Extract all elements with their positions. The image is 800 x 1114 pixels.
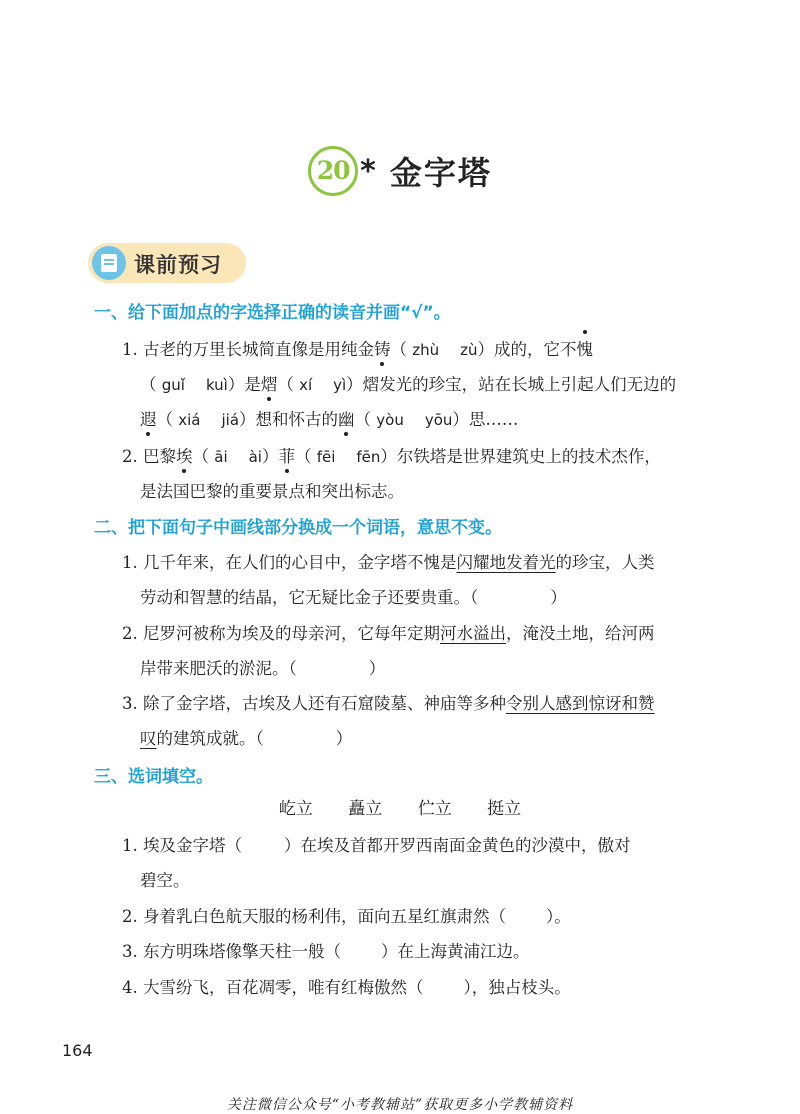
lesson-number-badge: 20 [308, 146, 358, 196]
optional-lesson-star: * [360, 153, 376, 189]
pinyin-option[interactable]: fēi [316, 448, 336, 466]
q3-item4-line1: 4. 大雪纷飞，百花凋零，唯有红梅傲然（ ），独占枝头。 [122, 978, 571, 997]
book-icon [92, 246, 126, 280]
dotted-char: 遐 [140, 406, 157, 430]
dotted-char: 菲 [278, 443, 295, 467]
q2-item1-line1: 1. 几千年来，在人们的心目中，金字塔不愧是闪耀地发着光的珍宝，人类 [122, 553, 655, 572]
underlined-phrase: 令别人感到惊讶和赞 [506, 694, 655, 713]
word-bank [0, 794, 800, 819]
word-option: 伫立 [417, 799, 452, 819]
page-number: 164 [62, 1041, 93, 1060]
q3-item2-line1: 2. 身着乳白色航天服的杨利伟，面向五星红旗肃然（ ）。 [122, 907, 571, 926]
underlined-phrase: 闪耀地发着光 [456, 553, 556, 572]
pinyin-option[interactable]: guǐ [161, 376, 185, 394]
pinyin-option[interactable]: āi [214, 448, 228, 466]
q2-item2-line1: 2. 尼罗河被称为埃及的母亲河，它每年定期河水溢出，淹没土地，给河两 [122, 624, 655, 643]
q3-item1-line1: 1. 埃及金字塔（ ）在埃及首都开罗西南面金黄色的沙漠中，傲对 [122, 836, 631, 855]
lesson-title-text: 金字塔 [389, 154, 492, 192]
dotted-char: 埃 [176, 443, 193, 467]
question-1-heading: 一、给下面加点的字选择正确的读音并画“√”。 [94, 303, 451, 323]
q3-item1-line2: 碧空。 [140, 871, 190, 890]
section-badge-label: 课前预习 [134, 253, 222, 277]
pinyin-option[interactable]: xí [299, 376, 313, 394]
pinyin-option[interactable]: ài [248, 448, 262, 466]
pinyin-option[interactable]: fēn [356, 448, 381, 466]
underlined-phrase: 河水溢出 [440, 624, 506, 643]
lesson-title [0, 146, 800, 202]
pinyin-option[interactable]: yì [333, 376, 347, 394]
word-option: 挺立 [487, 799, 522, 819]
question-2-heading: 二、把下面句子中画线部分换成一个词语，意思不变。 [94, 518, 502, 538]
pinyin-option[interactable]: zhù [412, 341, 440, 359]
q3-item3-line1: 3. 东方明珠塔像擎天柱一般（ ）在上海黄浦江边。 [122, 942, 530, 961]
question-3-heading: 三、选词填空。 [94, 767, 213, 787]
section-badge [88, 243, 246, 283]
q1-item1-line2: （ guǐ kuì）是熠（ xí yì）熠发光的珍宝，站在长城上引起人们无边的 [140, 371, 676, 395]
pinyin-option[interactable]: yòu [376, 411, 404, 429]
q1-item2-line2: 是法国巴黎的重要景点和突出标志。 [140, 482, 404, 501]
dotted-char: 愧 [577, 336, 594, 360]
underlined-phrase: 叹 [140, 729, 157, 748]
pinyin-option[interactable]: jiá [221, 411, 240, 429]
dotted-char: 熠 [261, 371, 278, 395]
q2-item3-line1: 3. 除了金字塔，古埃及人还有石窟陵墓、神庙等多种令别人感到惊讶和赞 [122, 694, 655, 713]
pinyin-option[interactable]: kuì [205, 376, 228, 394]
dotted-char: 幽 [338, 406, 355, 430]
q2-item3-line2: 叹的建筑成就。（ ） [140, 729, 353, 748]
word-option: 屹立 [278, 799, 313, 819]
pinyin-option[interactable]: yōu [424, 411, 453, 429]
footer-note: 关注微信公众号“小考教辅站”获取更多小学教辅资料 [226, 1097, 574, 1113]
q2-item1-line2: 劳动和智慧的结晶，它无疑比金子还要贵重。（ ） [140, 588, 567, 607]
q1-item1-line3: 遐（ xiá jiá）想和怀古的幽（ yòu yōu）思…… [140, 406, 518, 430]
dotted-char: 铸 [374, 336, 391, 360]
q1-item1-line1: 1. 古老的万里长城简直像是用纯金铸（ zhù zù）成的，它不愧 [122, 336, 593, 360]
pinyin-option[interactable]: xiá [178, 411, 201, 429]
q2-item2-line2: 岸带来肥沃的淤泥。（ ） [140, 659, 386, 678]
word-option: 矗立 [348, 799, 383, 819]
pinyin-option[interactable]: zù [460, 341, 478, 359]
q1-item2-line1: 2. 巴黎埃（ āi ài）菲（ fēi fēn）尔铁塔是世界建筑史上的技术杰作， [122, 443, 661, 467]
